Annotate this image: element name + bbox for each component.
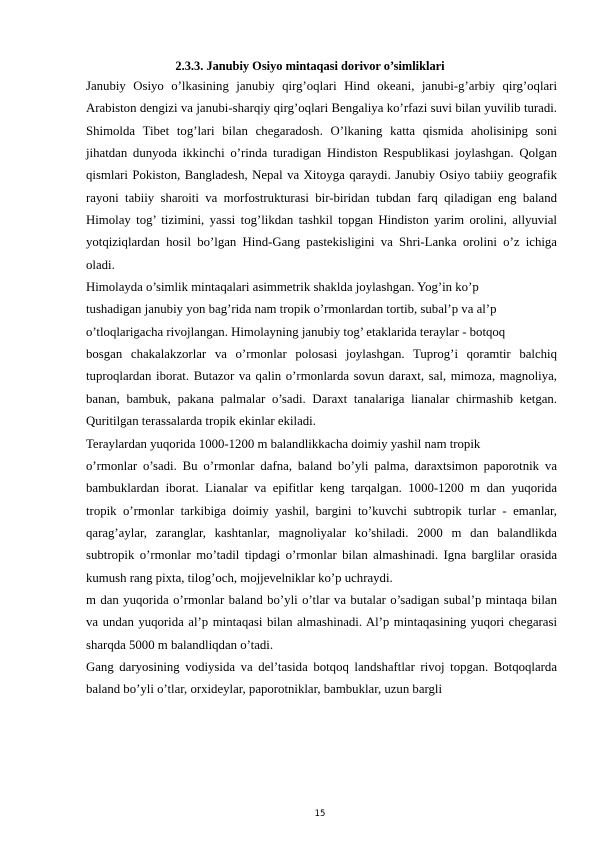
body-text [86, 75, 557, 701]
paragraph-ganges-valley: Gang daryosining vodiysida va del’tasida botqoq landshaftlar rivoj topgan. Botqoqlarda baland bo’yli o’tlar, orxideylar, paporotniklar, bambuklar, uzun bargli [86, 659, 557, 697]
paragraph-himalaya-line-2: tushadigan janubiy yon bag’rida nam tropik o’rmonlardan tortib, subal’p va al’p [86, 302, 497, 317]
section-heading: 2.3.3. Janubiy Osiyo mintaqasi dorivor o’simliklari [175, 59, 445, 73]
paragraph-himalaya-line-1: Himolayda o’simlik mintaqalari asimmetrik shaklda joylashgan. Yog’in ko’p [86, 280, 479, 295]
paragraph-tropical-forests: o’rmonlar o’sadi. Bu o’rmonlar dafna, baland bo’yli palma, daraxtsimon paporotnik va bambuklardan iborat. Lianalar va epifitlar keng tarqalgan. 1000-1200 m dan yuqorida tropik o’rmonlar tarkibiga doimiy yashil, bargini to’kuvchi subtropik turlar - emanlar, qarag’aylar, zaranglar, kashtanlar, magnoliyalar ko’shiladi. 2000 m dan balandlikda subtropik o’rmonlar mo’tadil tipdagi o’rmonlar bilan almashinadi. Igna barglilar orasida kumush rang pixta, tilog’och, mojjevelniklar ko’p uchraydi. [86, 458, 557, 585]
paragraph-south-asia-intro: Janubiy Osiyo o’lkasining janubiy qirg’oqlari Hind okeani, janubi-g’arbiy qirg’oqlari Arabiston dengizi va janubi-sharqiy qirg’oqlari Bengaliya ko’rfazi suvi bilan yuvilib turadi. Shimolda Tibet tog’lari bilan chegaradosh. O’lkaning katta qismida aholisinipg soni jihatdan dunyoda ikkinchi o’rinda turadigan Hindiston Respublikasi joylashgan. Qolgan qismlari Pokiston, Bangladesh, Nepal va Xitoyga qaraydi. Janubiy Osiyo tabiiy geografik rayoni tabiiy sharoiti va morfostrukturasi bir-biridan tubdan farq qiladigan eng baland Himolay tog’ tizimini, yassi tog’likdan tashkil topgan Hindiston yarim orolini, allyuvial yotqiziqlardan hosil bo’lgan Hind-Gang pastekisligini va Shri-Lanka orolini o’z ichiga oladi. [86, 79, 557, 272]
paragraph-himalaya-line-3: o’tloqlarigacha rivojlangan. Himolayning janubiy tog’ etaklarida teraylar - botqoq [86, 324, 506, 339]
paragraph-terai: bosgan chakalakzorlar va o’rmonlar polosasi joylashgan. Tuprog’i qoramtir balchiq tuproqlardan iborat. Butazor va qalin o’rmonlarda sovun daraxt, sal, mimoza, magnoliya, banan, bambuk, pakana palmalar o’sadi. Daraxt tanalariga lianalar chirmashib ketgan. Quritilgan terassalarda tropik ekinlar ekiladi. [86, 347, 557, 429]
paragraph-alpine-zones: m dan yuqorida o’rmonlar baland bo’yli o’tlar va butalar o’sadigan subal’p mintaqa bilan va undan yuqorida al’p mintaqasi bilan almashinadi. Al’p mintaqasining yuqori chegarasi sharqda 5000 m balandliqdan o’tadi. [86, 592, 557, 652]
page-number: 15 [314, 809, 326, 819]
paragraph-tropical-line-1: Teraylardan yuqorida 1000-1200 m balandlikkacha doimiy yashil nam tropik [86, 436, 481, 451]
